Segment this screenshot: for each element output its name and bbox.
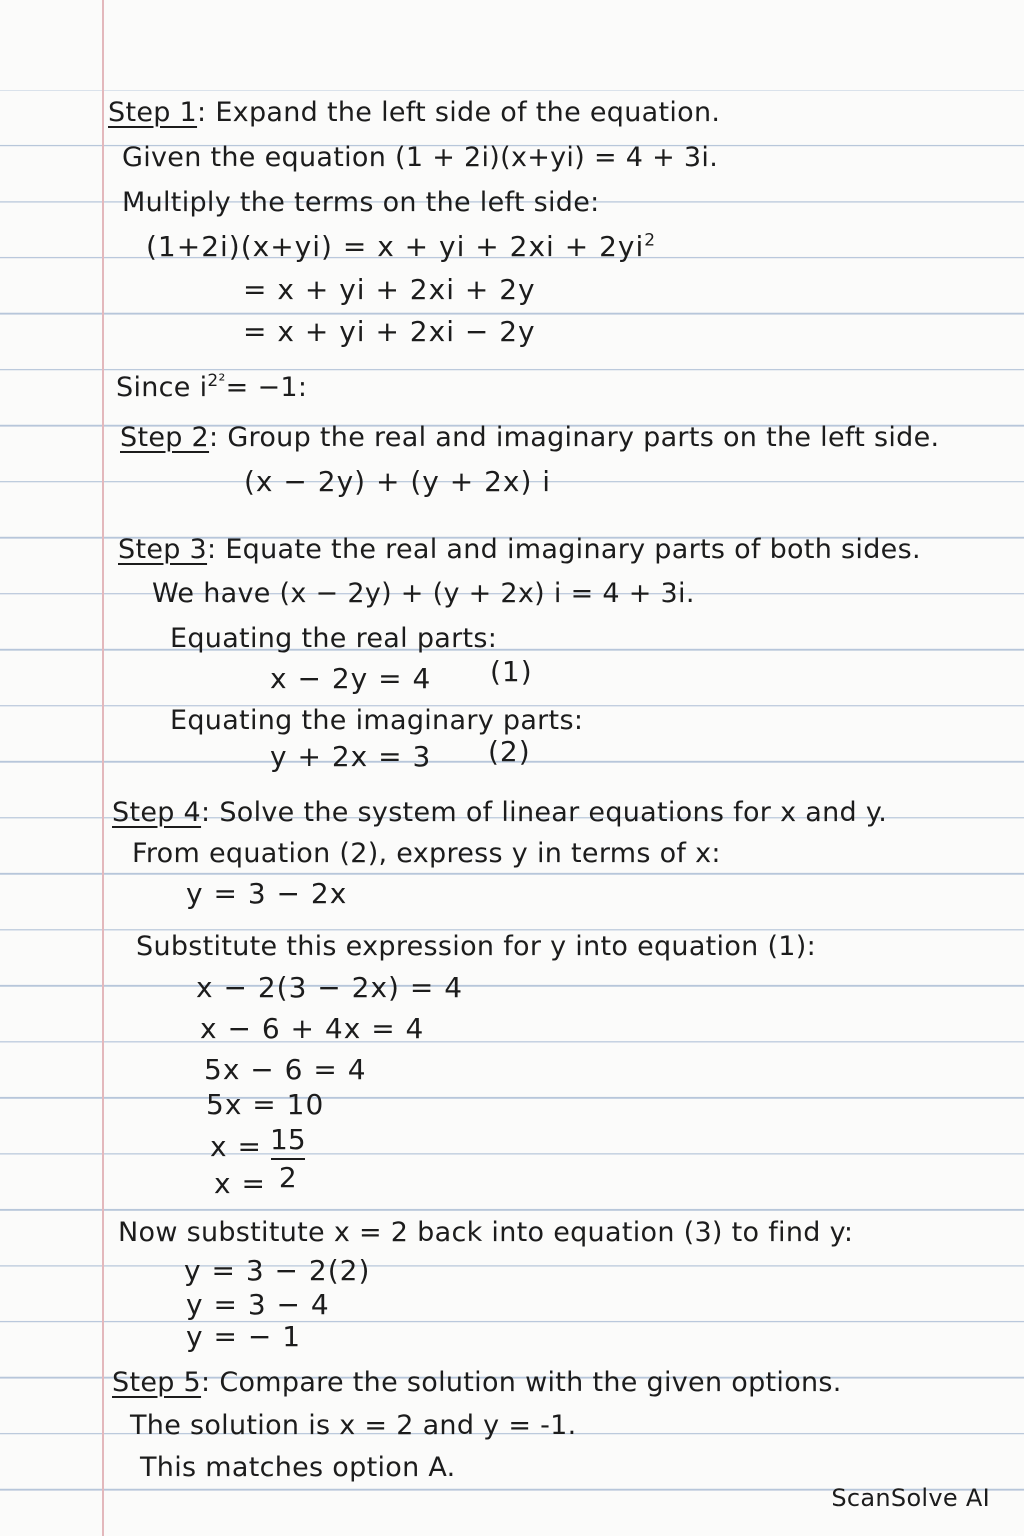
step4-now-substitute: Now substitute x = 2 back into equation (3) to find y:	[118, 1217, 854, 1248]
step3-imag-label: Equating the imaginary parts:	[170, 705, 584, 736]
fraction-denominator: 2	[278, 1161, 297, 1194]
step2-title: : Group the real and imaginary parts on the left side.	[209, 422, 940, 453]
step3-real-equation: x − 2y = 4	[270, 662, 432, 695]
step4-y-expression: y = 3 − 2x	[186, 877, 348, 910]
step1-multiply: Multiply the terms on the left side:	[122, 187, 600, 218]
step2-label: Step 2	[120, 422, 210, 453]
step4-work-5-lhs: x =	[210, 1130, 262, 1163]
step1-title: : Expand the left side of the equation.	[197, 97, 721, 128]
equation-1-exponent: 2	[644, 230, 657, 251]
step3-imag-equation: y + 2x = 3	[270, 740, 432, 773]
step5-matches: This matches option A.	[140, 1452, 456, 1483]
step1-equation-2: = x + yi + 2xi + 2y	[243, 273, 536, 306]
step3-label: Step 3	[118, 534, 208, 565]
step3-heading	[118, 533, 921, 567]
step5-heading	[112, 1366, 842, 1400]
step1-equation-3: = x + yi + 2xi − 2y	[243, 315, 536, 348]
step4-y-work-1: y = 3 − 2(2)	[184, 1254, 371, 1287]
step3-real-label: Equating the real parts:	[170, 623, 498, 654]
step1-heading	[108, 96, 720, 130]
step1-equation-1	[146, 230, 656, 264]
step4-work-3: 5x − 6 = 4	[204, 1053, 367, 1086]
step4-work-4: 5x = 10	[206, 1088, 325, 1121]
step1-given: Given the equation (1 + 2i)(x+yi) = 4 + 3i.	[122, 142, 719, 173]
page-top-margin	[0, 0, 1024, 90]
equation-1-base: (1+2i)(x+yi) = x + yi + 2xi + 2yi	[146, 230, 645, 263]
brand-watermark: ScanSolve AI	[831, 1484, 990, 1512]
step4-y-work-2: y = 3 − 4	[186, 1288, 330, 1321]
fraction-bar	[271, 1158, 305, 1160]
since-exponent: 2²	[207, 371, 226, 391]
step4-from-equation: From equation (2), express y in terms of x:	[132, 838, 721, 869]
step3-we-have: We have (x − 2y) + (y + 2x) i = 4 + 3i.	[152, 578, 695, 609]
step1-since	[116, 371, 307, 405]
step3-imag-tag: (2)	[488, 735, 531, 768]
step2-heading	[120, 421, 939, 455]
step4-work-2: x − 6 + 4x = 4	[200, 1012, 425, 1045]
step4-work-6-lhs: x =	[214, 1167, 266, 1200]
step4-y-work-3: y = − 1	[186, 1320, 302, 1353]
step5-solution: The solution is x = 2 and y = -1.	[130, 1410, 577, 1441]
fraction-numerator: 15	[270, 1123, 306, 1156]
step4-work-1: x − 2(3 − 2x) = 4	[196, 971, 464, 1004]
step5-label: Step 5	[112, 1367, 202, 1398]
step4-fraction	[270, 1124, 306, 1194]
step1-label: Step 1	[108, 97, 198, 128]
step3-title: : Equate the real and imaginary parts of both sides.	[207, 534, 921, 565]
step5-title: : Compare the solution with the given options.	[201, 1367, 842, 1398]
since-text: Since i	[116, 372, 208, 403]
step3-real-tag: (1)	[490, 655, 533, 688]
since-rest: = −1:	[225, 372, 308, 403]
step4-substitute: Substitute this expression for y into equation (1):	[136, 931, 817, 962]
step2-expression: (x − 2y) + (y + 2x) i	[244, 465, 552, 498]
step4-heading	[112, 796, 887, 830]
step4-title: : Solve the system of linear equations for x and y.	[201, 797, 888, 828]
step4-label: Step 4	[112, 797, 202, 828]
margin-line	[102, 0, 104, 1536]
